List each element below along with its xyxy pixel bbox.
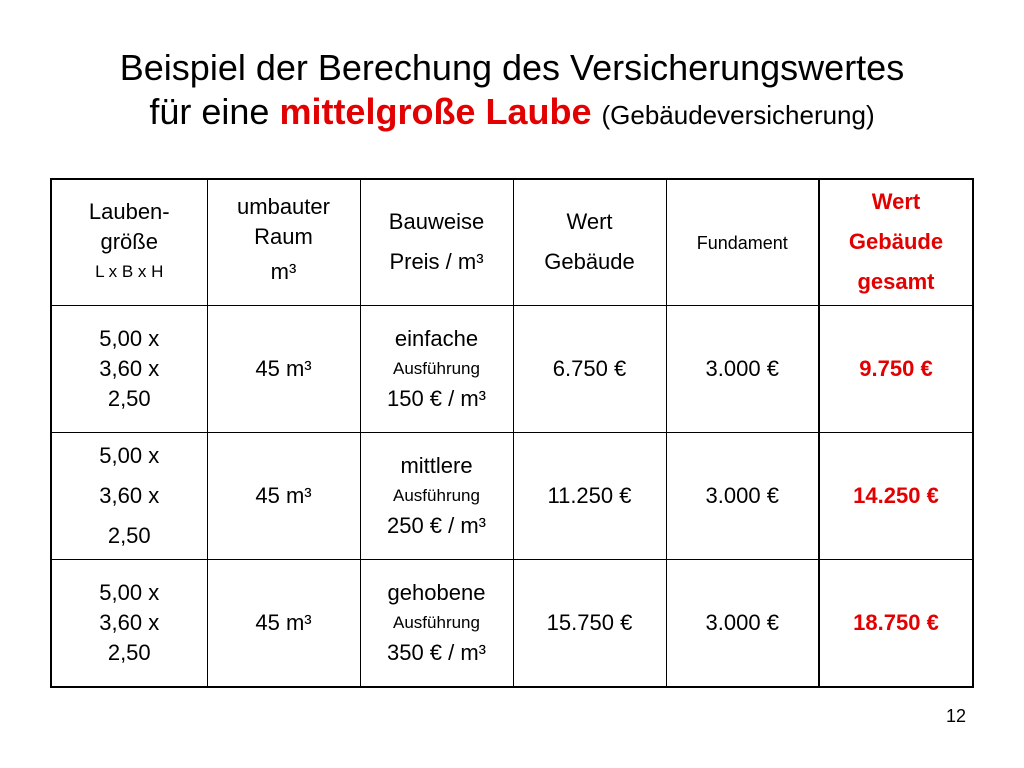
cell-foundation: 3.000 € — [666, 432, 819, 559]
header-building-value: Wert Gebäude — [513, 179, 666, 305]
header-foundation: Fundament — [666, 179, 819, 305]
cell-volume: 45 m³ — [207, 432, 360, 559]
cell-construction: gehobene Ausführung 350 € / m³ — [360, 560, 513, 687]
cell-building-value: 15.750 € — [513, 560, 666, 687]
cell-building-value: 6.750 € — [513, 305, 666, 432]
insurance-value-table — [50, 178, 974, 688]
cell-total: 9.750 € — [819, 305, 973, 432]
title-prefix: für eine — [149, 91, 280, 132]
header-volume: umbauter Raum m³ — [207, 179, 360, 305]
table-row — [51, 432, 973, 559]
header-construction: Bauweise Preis / m³ — [360, 179, 513, 305]
table-header-row — [51, 179, 973, 305]
cell-size: 5,00 x 3,60 x 2,50 — [51, 432, 207, 559]
cell-total: 14.250 € — [819, 432, 973, 559]
title-line-1: Beispiel der Berechung des Versicherungswertes — [119, 47, 905, 88]
cell-construction: mittlere Ausführung 250 € / m³ — [360, 432, 513, 559]
cell-size: 5,00 x 3,60 x 2,50 — [51, 560, 207, 687]
title-line-2 — [0, 90, 1024, 137]
header-total: Wert Gebäude gesamt — [819, 179, 973, 305]
table-row — [51, 305, 973, 432]
cell-construction: einfache Ausführung 150 € / m³ — [360, 305, 513, 432]
cell-total: 18.750 € — [819, 560, 973, 687]
cell-building-value: 11.250 € — [513, 432, 666, 559]
title-suffix: (Gebäudeversicherung) — [601, 100, 875, 130]
title-highlight: mittelgroße Laube — [279, 91, 592, 132]
header-size: Lauben- größe L x B x H — [51, 179, 207, 305]
cell-volume: 45 m³ — [207, 560, 360, 687]
table-row — [51, 560, 973, 687]
page-number: 12 — [945, 706, 966, 726]
slide-title — [0, 46, 1024, 137]
cell-size: 5,00 x 3,60 x 2,50 — [51, 305, 207, 432]
cell-foundation: 3.000 € — [666, 305, 819, 432]
cell-volume: 45 m³ — [207, 305, 360, 432]
cell-foundation: 3.000 € — [666, 560, 819, 687]
